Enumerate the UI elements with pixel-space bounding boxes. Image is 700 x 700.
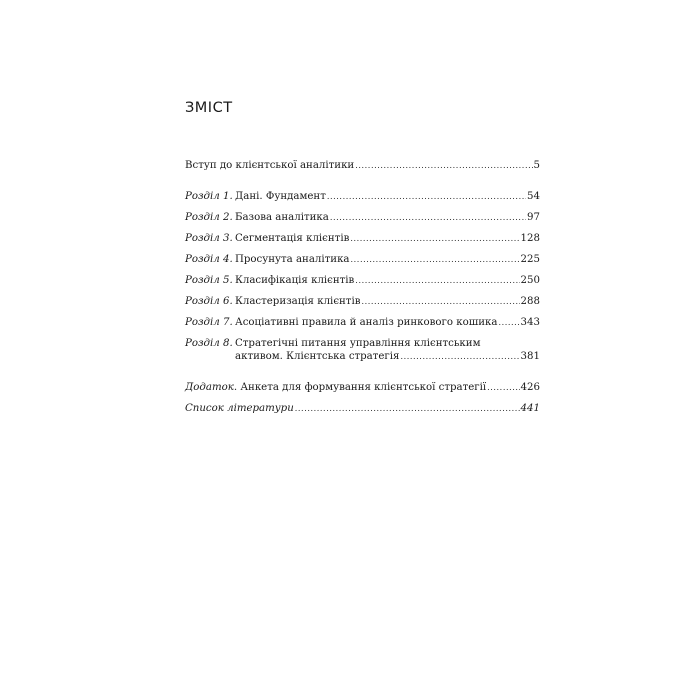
toc-entry-chapter-7[interactable] (185, 316, 540, 329)
toc-entry-intro[interactable] (185, 159, 540, 172)
toc-entry-chapter-3[interactable] (185, 232, 540, 245)
chapter-prefix: Розділ 4. (185, 254, 233, 265)
toc-entry-chapter-6[interactable] (185, 295, 540, 308)
toc-entry-title: Базова аналітика (235, 212, 329, 223)
toc-page-number: 54 (527, 191, 540, 202)
toc-entry-title: Сегментація клієнтів (235, 233, 350, 244)
chapter-prefix: Розділ 6. (185, 296, 233, 307)
dot-leader (498, 316, 519, 329)
toc-entry-title: Дані. Фундамент (235, 191, 326, 202)
toc-entry-chapter-8[interactable] (185, 337, 540, 363)
chapter-prefix: Розділ 3. (185, 233, 233, 244)
dot-leader (327, 190, 526, 203)
toc-page-number: 97 (527, 212, 540, 223)
toc-page-number: 5 (533, 160, 540, 171)
appendix-title: Анкета для формування клієнтської стратегії (240, 382, 487, 393)
toc-entry-chapter-4[interactable] (185, 253, 540, 266)
toc-page-number: 288 (520, 296, 540, 307)
chapter-prefix: Розділ 7. (185, 317, 233, 328)
toc-entry-title: Асоціативні правила й аналіз ринкового кошика (235, 317, 498, 328)
dot-leader (355, 274, 519, 287)
chapter-prefix: Розділ 5. (185, 275, 233, 286)
dot-leader (487, 381, 519, 394)
toc-entry-title: Список літератури (185, 403, 294, 414)
dot-leader (351, 253, 520, 266)
toc-entry-appendix[interactable] (185, 381, 540, 394)
toc-entry-title: Класифікація клієнтів (235, 275, 355, 286)
toc-page-number: 250 (520, 275, 540, 286)
chapter-prefix: Розділ 1. (185, 191, 233, 202)
toc-page-number: 441 (520, 403, 540, 414)
dot-leader (295, 402, 520, 415)
toc-entry-title: Вступ до клієнтської аналітики (185, 160, 355, 171)
dot-leader (361, 295, 519, 308)
toc-entry-chapter-2[interactable] (185, 211, 540, 224)
toc-page-number: 225 (520, 254, 540, 265)
table-of-contents (185, 159, 540, 423)
toc-page-number: 426 (520, 382, 540, 393)
toc-entry-title: Кластеризація клієнтів (235, 296, 361, 307)
appendix-prefix: Додаток. (185, 382, 238, 393)
toc-entry-chapter-5[interactable] (185, 274, 540, 287)
toc-entry-title: Просунута аналітика (235, 254, 350, 265)
dot-leader (355, 159, 532, 172)
toc-entry-title-line-2: активом. Клієнтська стратегія (235, 351, 400, 362)
toc-entry-title-line-1: Стратегічні питання управління клієнтським (235, 338, 481, 349)
toc-page-number: 381 (520, 351, 540, 362)
toc-entry-title (237, 381, 486, 394)
dot-leader (350, 232, 519, 245)
toc-entry-chapter-1[interactable] (185, 190, 540, 203)
toc-entry-references[interactable] (185, 402, 540, 415)
chapter-prefix: Розділ 2. (185, 212, 233, 223)
toc-page-number: 128 (520, 233, 540, 244)
toc-page-number: 343 (520, 317, 540, 328)
dot-leader (330, 211, 526, 224)
page-title: ЗМІСТ (185, 100, 233, 116)
dot-leader (400, 350, 519, 363)
chapter-prefix: Розділ 8. (185, 338, 233, 349)
